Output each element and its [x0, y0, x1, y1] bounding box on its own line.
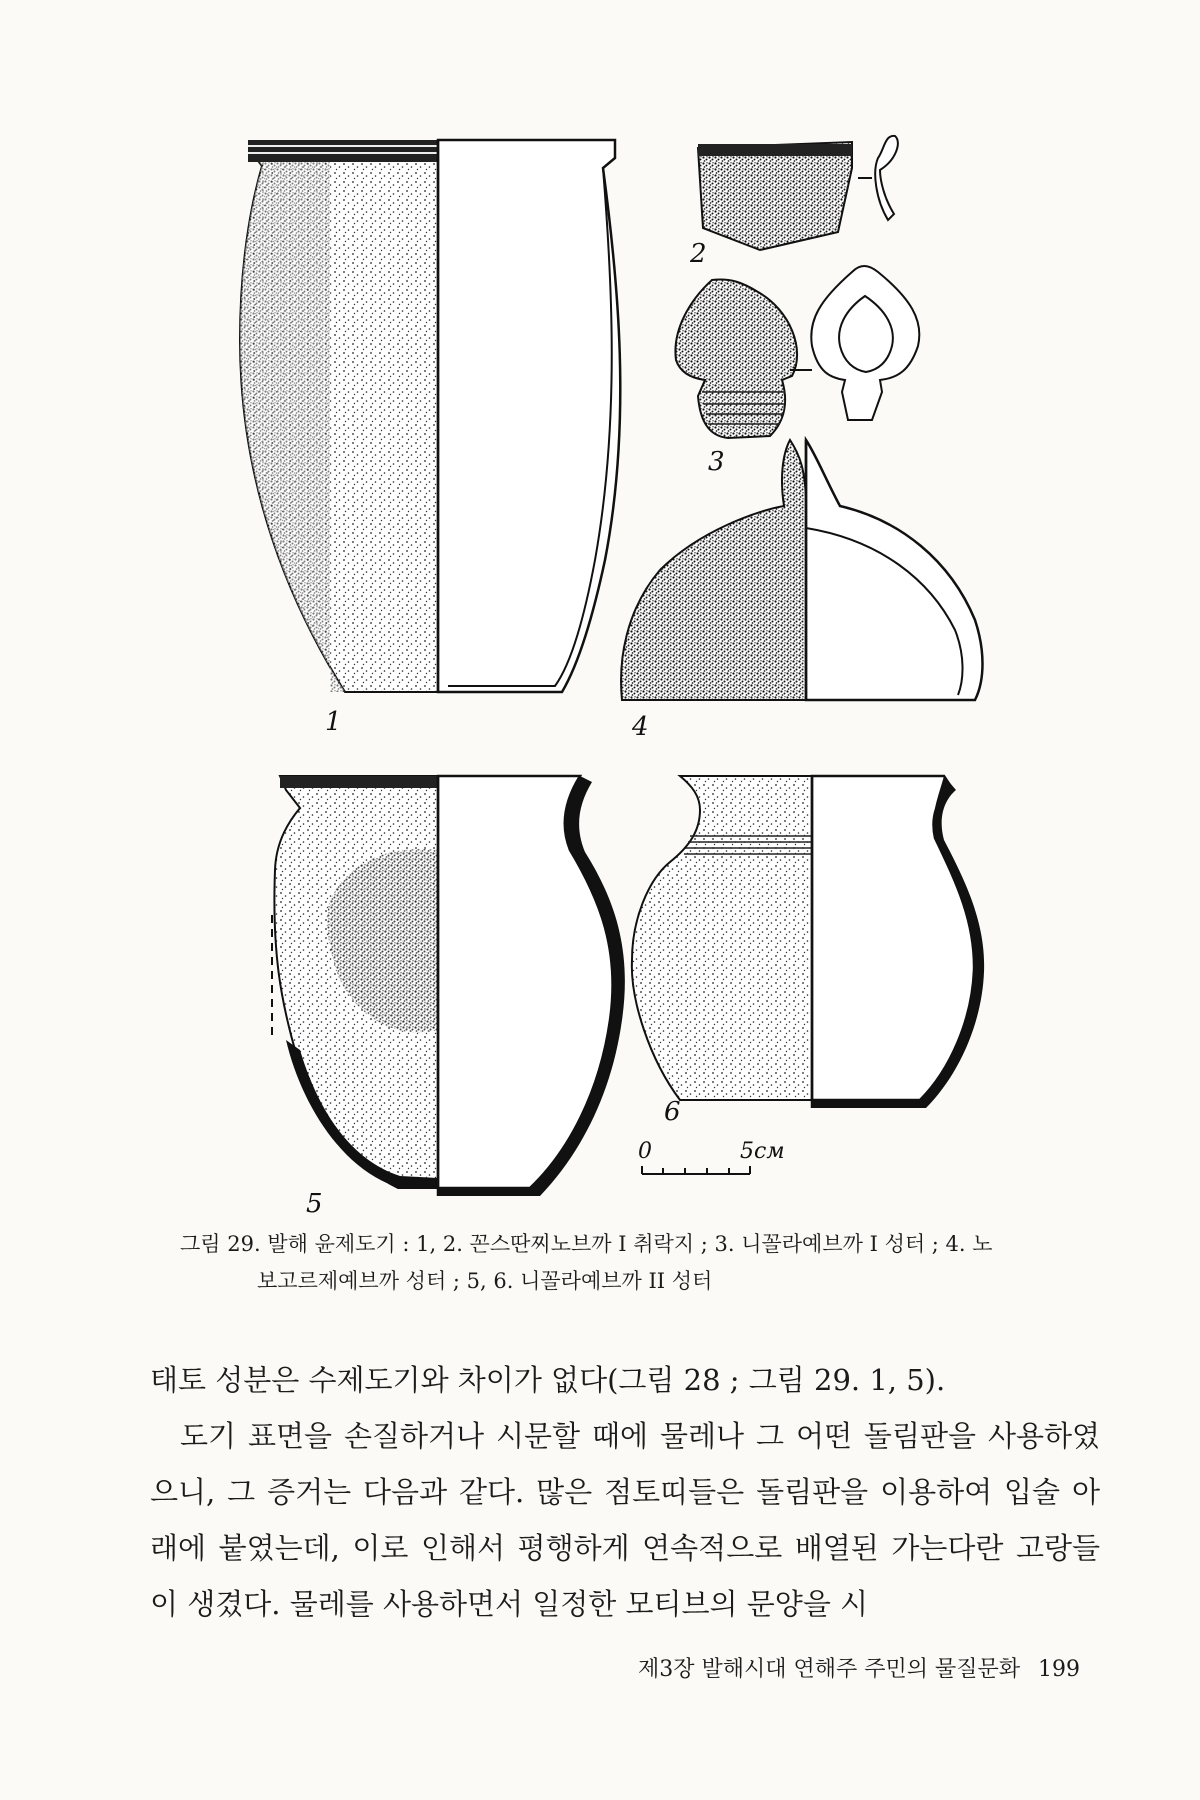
vessel-4 [621, 440, 982, 742]
body-text [150, 1352, 1100, 1632]
chapter-title: 제3장 발해시대 연해주 주민의 물질문화 [637, 1657, 1020, 1682]
paragraph-1: 태토 성분은 수제도기와 차이가 없다(그림 28 ; 그림 29. 1, 5). [150, 1363, 946, 1397]
label-1: 1 [325, 707, 342, 737]
scale-start-label: 0 [638, 1139, 652, 1164]
vessel-5 [272, 776, 625, 1219]
scale-end-label: 5см [740, 1139, 785, 1164]
vessel-1 [240, 140, 620, 737]
fragment-3 [675, 266, 919, 477]
label-2: 2 [690, 239, 707, 269]
caption-line-2: 보고르제예브까 성터 ; 5, 6. 니꼴라예브까 II 성터 [257, 1269, 713, 1293]
vessel-6 [632, 776, 984, 1127]
fragment-2 [689, 136, 898, 269]
label-3: 3 [708, 447, 725, 477]
figure-caption [180, 1226, 1110, 1300]
label-6: 6 [664, 1097, 681, 1127]
scale-bar [638, 1139, 785, 1174]
page-number: 199 [1038, 1657, 1080, 1682]
label-5: 5 [306, 1189, 323, 1219]
page-footer [520, 1652, 1080, 1683]
caption-line-1: 그림 29. 발해 윤제도기 : 1, 2. 꼰스딴찌노브까 I 취락지 ; 3. 니꼴라예브까 I 성터 ; 4. 노 [180, 1232, 993, 1256]
paragraph-2: 도기 표면을 손질하거나 시문할 때에 물레나 그 어떤 돌림판을 사용하였으니, 그 증거는 다음과 같다. 많은 점토띠들은 돌림판을 이용하여 입술 아래에 붙였는데, 이로 인해서 평행하게 연속적으로 배열된 가는다란 고랑들이 생겼다. 물레를 사용하면서 일정한 모티브의 문양을 시 [150, 1419, 1100, 1621]
label-4: 4 [632, 712, 649, 742]
